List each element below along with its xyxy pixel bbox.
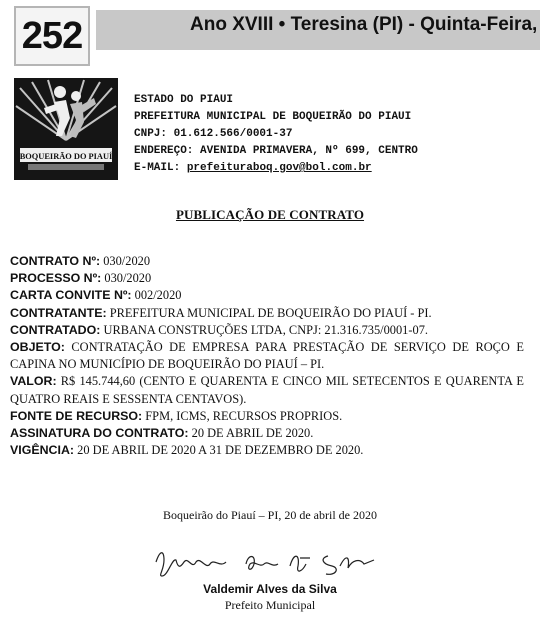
field-vigencia bbox=[10, 442, 524, 459]
svg-text:BOQUEIRÃO DO PIAUÍ: BOQUEIRÃO DO PIAUÍ bbox=[19, 152, 113, 161]
field-label: CONTRATO Nº: bbox=[10, 254, 101, 268]
organization-block bbox=[134, 92, 418, 177]
field-label: VALOR: bbox=[10, 374, 57, 389]
field-label: PROCESSO Nº: bbox=[10, 271, 102, 286]
handwritten-signature bbox=[150, 546, 390, 580]
field-label: CONTRATANTE: bbox=[10, 305, 107, 320]
field-fonte-recurso bbox=[10, 408, 524, 425]
field-value: 002/2020 bbox=[134, 288, 182, 303]
field-value: PREFEITURA MUNICIPAL DE BOQUEIRÃO DO PIAUÍ - PI. bbox=[109, 305, 432, 320]
field-valor bbox=[10, 373, 524, 407]
org-email-label: E-MAIL: bbox=[134, 162, 181, 174]
field-label: CONTRATADO: bbox=[10, 322, 101, 337]
place-date: Boqueirão do Piauí – PI, 20 de abril de 2020 bbox=[163, 508, 377, 522]
logo-emblem-icon bbox=[14, 78, 118, 180]
edition-line: Ano XVIII • Teresina (PI) - Quinta-Feira, bbox=[190, 14, 538, 35]
field-objeto bbox=[10, 339, 524, 373]
field-processo bbox=[10, 270, 524, 287]
field-value: 030/2020 bbox=[104, 271, 152, 286]
field-label: VIGÊNCIA: bbox=[10, 443, 75, 458]
field-contratado bbox=[10, 322, 524, 339]
prefeitura-logo bbox=[14, 78, 118, 180]
org-email-row bbox=[134, 160, 418, 177]
document-title: PUBLICAÇÃO DE CONTRATO bbox=[175, 207, 365, 222]
field-label: CARTA CONVITE Nº: bbox=[10, 288, 132, 303]
org-cnpj: CNPJ: 01.612.566/0001-37 bbox=[134, 128, 293, 140]
field-carta-convite bbox=[10, 287, 524, 304]
field-value: 20 DE ABRIL DE 2020 A 31 DE DEZEMBRO DE 2020. bbox=[77, 443, 364, 458]
field-value: 20 DE ABRIL DE 2020. bbox=[191, 426, 314, 441]
field-value: FPM, ICMS, RECURSOS PROPRIOS. bbox=[145, 408, 343, 423]
contract-fields bbox=[10, 253, 524, 459]
field-contratante bbox=[10, 305, 524, 322]
org-name: PREFEITURA MUNICIPAL DE BOQUEIRÃO DO PIAUI bbox=[134, 111, 412, 123]
signer-name: Valdemir Alves da Silva bbox=[203, 582, 337, 596]
field-assinatura bbox=[10, 425, 524, 442]
org-state: ESTADO DO PIAUI bbox=[134, 94, 234, 106]
org-email-link[interactable]: prefeituraboq.gov@bol.com.br bbox=[186, 162, 372, 174]
page-number: 252 bbox=[14, 6, 90, 66]
field-label: FONTE DE RECURSO: bbox=[10, 408, 143, 423]
field-value: 030/2020 bbox=[103, 254, 151, 268]
field-value: URBANA CONSTRUÇÕES LTDA, CNPJ: 21.316.735/0001-07. bbox=[103, 322, 428, 337]
org-address: ENDEREÇO: AVENIDA PRIMAVERA, Nº 699, CENTRO bbox=[134, 145, 418, 157]
field-value: CONTRATAÇÃO DE EMPRESA PARA PRESTAÇÃO DE SERVIÇO DE ROÇO E CAPINA NO MUNICÍPIO DE BOQUEIRÃO DO PIAUÍ – PI. bbox=[10, 340, 524, 372]
field-label: OBJETO: bbox=[10, 340, 65, 355]
signer-role: Prefeito Municipal bbox=[224, 598, 316, 612]
field-label: ASSINATURA DO CONTRATO: bbox=[10, 426, 189, 441]
field-contrato bbox=[10, 253, 524, 270]
field-value: R$ 145.744,60 (CENTO E QUARENTA E CINCO MIL SETECENTOS E QUARENTA E QUATRO REAIS E SESSENTA CENTAVOS). bbox=[10, 374, 524, 406]
